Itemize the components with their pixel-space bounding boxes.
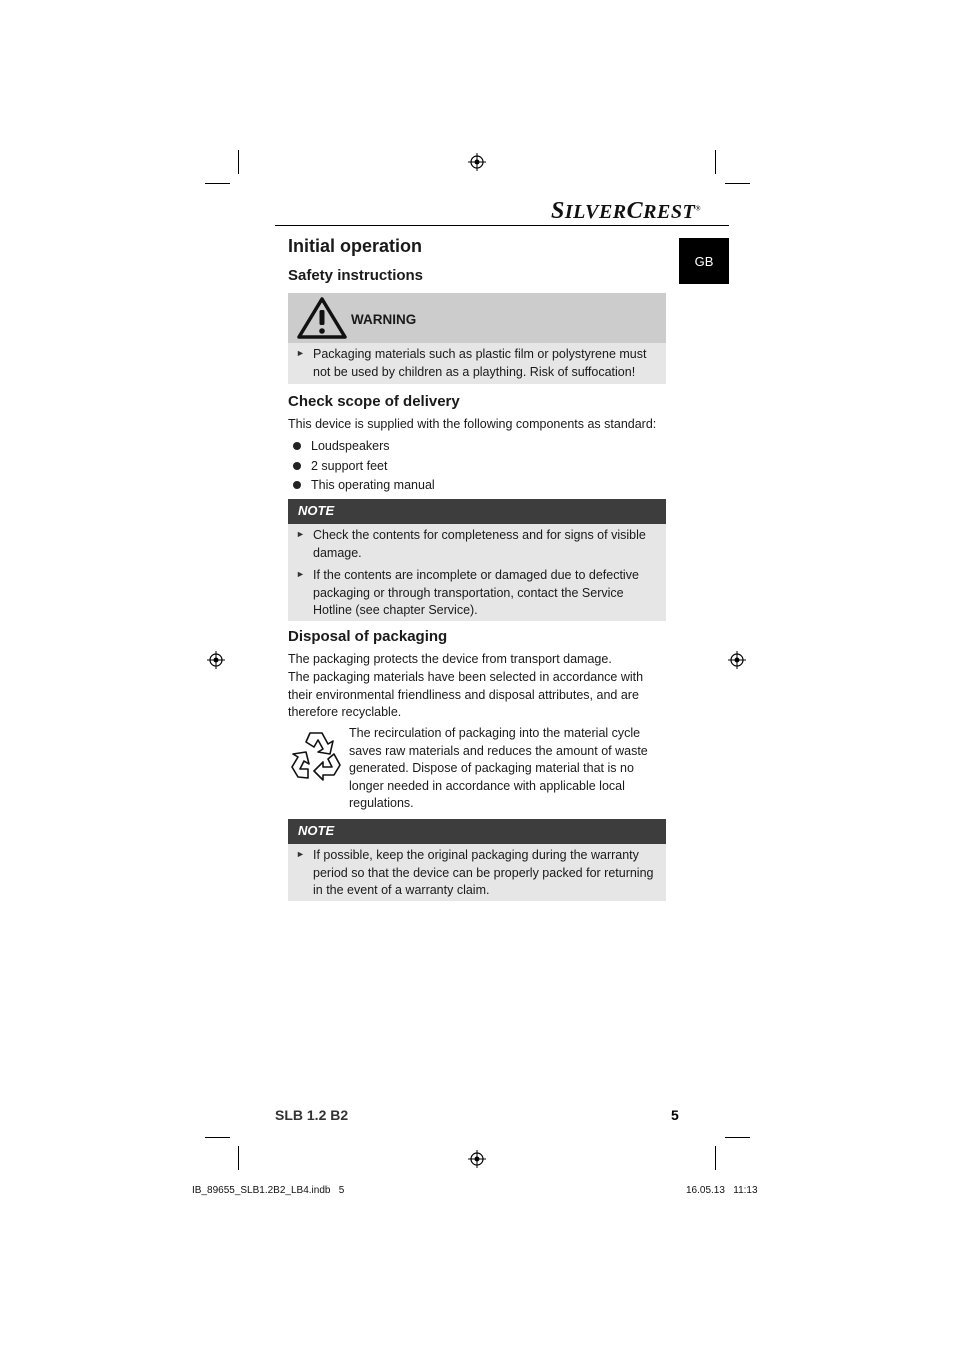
recycling-icon [288,728,344,784]
safety-heading: Safety instructions [288,267,424,284]
bullet-icon [293,462,301,470]
language-tab [679,238,729,284]
disposal-para-2: The packaging materials have been selected in accordance with their environmental friendliness and disposal attributes, and are therefore recyclable. [288,670,644,719]
note-header [288,819,666,844]
page-title: Initial operation [288,236,423,256]
crop-mark [205,183,230,184]
crop-mark [205,1137,230,1138]
page-number: 5 [671,1107,679,1123]
note-item: Check the contents for completeness and for signs of visible damage. [313,528,646,560]
note-item: If possible, keep the original packaging during the warranty period so that the device can be properly packed for returning in the event of a warranty claim. [313,848,654,897]
language-tab-label: GB [694,253,714,269]
header-rule [275,225,729,226]
crop-mark [715,150,716,174]
recycling-text: The recirculation of packaging into the material cycle saves raw materials and reduces the amount of waste generated. Dispose of packaging material that is no longer needed in accordance with applicable local regulations. [349,726,648,810]
list-item: 2 support feet [311,459,388,473]
note-header [288,499,666,524]
print-date: 16.05.13 11:13 [686,1185,758,1196]
disposal-heading: Disposal of packaging [288,628,448,645]
warning-header [288,293,666,343]
list-item: Loudspeakers [311,439,390,453]
bullet-icon [293,442,301,450]
note-label: NOTE [298,503,335,518]
crop-mark [715,1146,716,1170]
warning-label: WARNING [351,312,417,327]
registration-mark-icon [728,651,746,669]
note-label: NOTE [298,823,335,838]
list-item: This operating manual [311,478,435,492]
model-number: SLB 1.2 B2 [275,1107,349,1123]
warning-triangle-icon [296,296,348,340]
scope-heading: Check scope of delivery [288,393,460,410]
crop-mark [725,1137,750,1138]
scope-intro: This device is supplied with the following components as standard: [288,417,657,431]
disposal-para-1: The packaging protects the device from transport damage. [288,652,612,666]
crop-mark [725,183,750,184]
crop-mark [238,150,239,174]
note-item: If the contents are incomplete or damaged due to defective packaging or through transportation, contact the Service Hotline (see chapter Service). [313,568,639,617]
warning-text: Packaging materials such as plastic film or polystyrene must not be used by children as a plaything. Risk of suffocation! [313,347,647,379]
bullet-icon [293,481,301,489]
brand-logo: SILVERCREST® [551,198,701,224]
arrow-bullet-icon: ► [296,348,305,358]
registration-mark-icon [468,153,486,171]
arrow-bullet-icon: ► [296,569,305,579]
registration-mark-icon [468,1150,486,1168]
registration-mark-icon [207,651,225,669]
crop-mark [238,1146,239,1170]
arrow-bullet-icon: ► [296,849,305,859]
file-info: IB_89655_SLB1.2B2_LB4.indb 5 [192,1185,345,1196]
arrow-bullet-icon: ► [296,529,305,539]
